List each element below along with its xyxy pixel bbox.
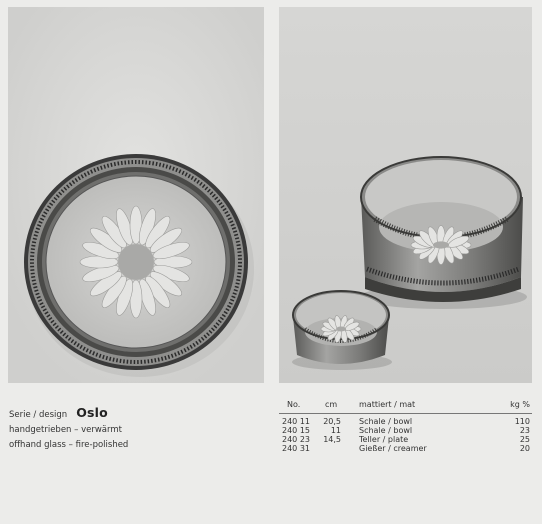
table-row [279,435,532,444]
flower-center [118,244,154,280]
row-cm: 20,5 [323,417,341,426]
header-no: No. [287,400,301,409]
series-name: Oslo [76,405,108,420]
small-bowl [292,291,392,370]
header-kg: kg % [510,400,530,409]
plate-photo [8,7,264,383]
row-cm: 11 [330,426,341,435]
row-kg: 110 [514,417,530,426]
series-line-en: offhand glass – fire-polished [9,440,129,450]
row-no: 240 15 [282,426,310,435]
row-desc: Teller / plate [359,435,409,444]
bowls-photo [279,7,532,383]
flower-center [433,241,449,248]
table-row [279,417,532,426]
product-table [279,398,532,453]
plate-image [8,7,264,383]
series-line-de: handgetrieben – verwärmt [9,425,122,435]
table-row [279,426,532,435]
row-kg: 20 [519,444,530,453]
row-desc: Schale / bowl [359,426,413,435]
row-no: 240 31 [282,444,310,453]
row-desc: Gießer / creamer [359,444,427,453]
row-desc: Schale / bowl [359,417,413,426]
row-no: 240 11 [282,417,310,426]
row-cm: 14,5 [323,435,341,444]
flower-center [336,327,346,332]
series-block [9,405,128,453]
table-header [279,398,532,412]
row-kg: 23 [519,426,530,435]
row-no: 240 23 [282,435,310,444]
row-kg: 25 [519,435,530,444]
large-bowl [359,157,527,309]
bowls-image [279,7,532,383]
table-row [279,444,532,453]
series-prefix: Serie / design [9,410,68,420]
header-desc: mattiert / mat [359,400,416,409]
header-cm: cm [325,400,338,409]
